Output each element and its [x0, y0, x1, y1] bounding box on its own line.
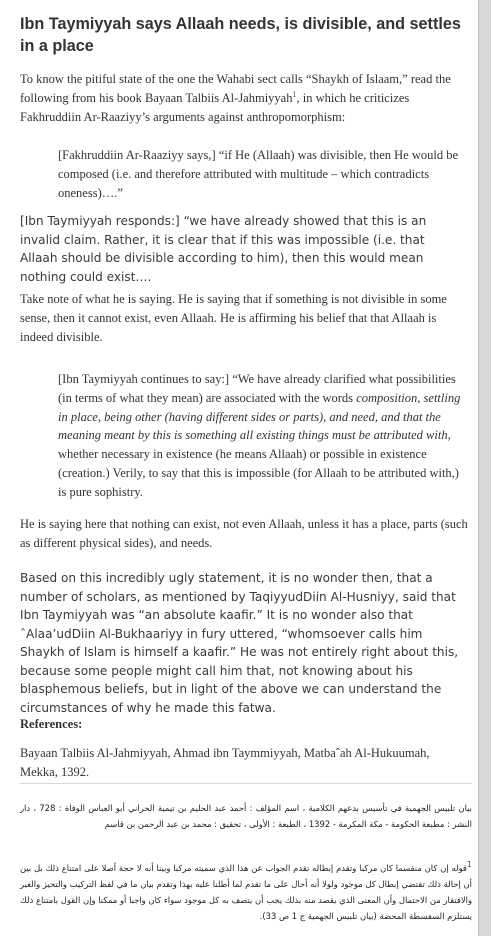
article-title: Ibn Taymiyyah says Allaah needs, is divisible, and settles in a place [20, 15, 461, 55]
commentary-place-parts: He is saying here that nothing can exist, not even Allaah, unless it has a place, parts (such as different physical sides), and needs. [20, 517, 468, 550]
references-divider [20, 783, 472, 784]
intro-paragraph: To know the pitiful state of the one the Wahabi sect calls “Shaykh of Islaam,” read the following from his book Bayaan Talbiis Al-Jahmiyyah$^1$, in which he criticizes Fakhruddiin Ar-Raaziyy’s arguments against anthropomorphism: [20, 72, 451, 124]
footnote-ref-1[interactable]: 1 [292, 89, 297, 99]
quote-raaziyy: [Fakhruddiin Ar-Raaziyy says,] “if He (Allaah) was divisible, then He would be composed (i.e. and therefore attributed with multitude – which contradicts oneness)….” [58, 148, 458, 200]
arabic-footnote: $^1$قوله إن كان منقسما كان مركبا وتقدم إبطاله تقدم الجواب عن هذا الذي سميته مركبا وبينا أنه لا حجة أصلا على امتناع ذلك بل بين أن إحالة ذلك تقتضي إبطال كل موجود ولولا أنه أحال على ما تقدم لما أطلنا عليه بهذا وتقدم بيان ما في لفظ التركيب والتحيز والغير والافتقار من الاحتمال وأن المعنى الذي يقصد منه بذلك يجب أن يتصف به كل موجود سواء كان واجبا أو ممكنا وإن القول بامتناع ذلك يستلزم السفسطة المحضة (بيان تلبيس الجهمية ج 1 ص 33). [20, 860, 472, 922]
scrollbar-track[interactable] [478, 0, 491, 936]
arabic-reference: بيان تلبيس الجهمية في تأسيس بدعهم الكلامية ، اسم المؤلف : أحمد عبد الحليم بن تيمية الحراني أبو العباس الوفاة : 728 ، دار النشر : مطبعة الحكومة - مكة المكرمة - 1392 ، الطبعة : الأولى ، تحقيق : محمد بن عبد الرحمن بن قاسم [20, 803, 472, 830]
references-heading: References: [20, 717, 83, 731]
quote-ibn-taymiyyah-continued: [Ibn Taymiyyah continues to say:] “We have already clarified what possibilities (in terms of what they mean) are associated with the words composition, settling in place, being other (having different sides or parts), and need, and that the meaning meant by this is something all existing things must be attributed with, whether necessary in existence (he means Allaah) or possible in existence (creation.) Verily, to say that this is impossible (for Allaah to be attributed with,) is pure sophistry. [58, 372, 461, 499]
ibn-taymiyyah-response: [Ibn Taymiyyah responds:] “we have already showed that this is an invalid claim. Rather, it is clear that if this was impossible (i.e. that Allaah should be divisible according to him), then this would mean nothing could exist…. [20, 214, 427, 284]
conclusion-paragraph: Based on this incredibly ugly statement, it is no wonder then, that a number of scholars, as mentioned by TaqiyyudDiin Al-Husniyy, said that Ibn Taymiyyah was “an absolute kaafir.” It is no wonder also that ˆAlaa’udDiin Al-Bukhaariyy in fury uttered, “whomsoever calls him Shaykh of Islam is himself a kaafir.” He was not entirely right about this, because some people might call him that, not knowing about his blasphemous beliefs, but in light of the above we can understand the circumstances of why he made this fatwa. [20, 571, 459, 715]
commentary-divisible: Take note of what he is saying. He is saying that if something is not divisible in some sense, then it cannot exist, even Allaah. He is affirming his belief that that Allaah is indeed divisible. [20, 292, 447, 344]
reference-entry: Bayaan Talbiis Al-Jahmiyyah, Ahmad ibn Taymmiyyah, Matbaˆah Al-Hukuumah, Mekka, 1392. [20, 746, 430, 779]
arabic-footnote-mark[interactable]: 1 [466, 860, 472, 870]
